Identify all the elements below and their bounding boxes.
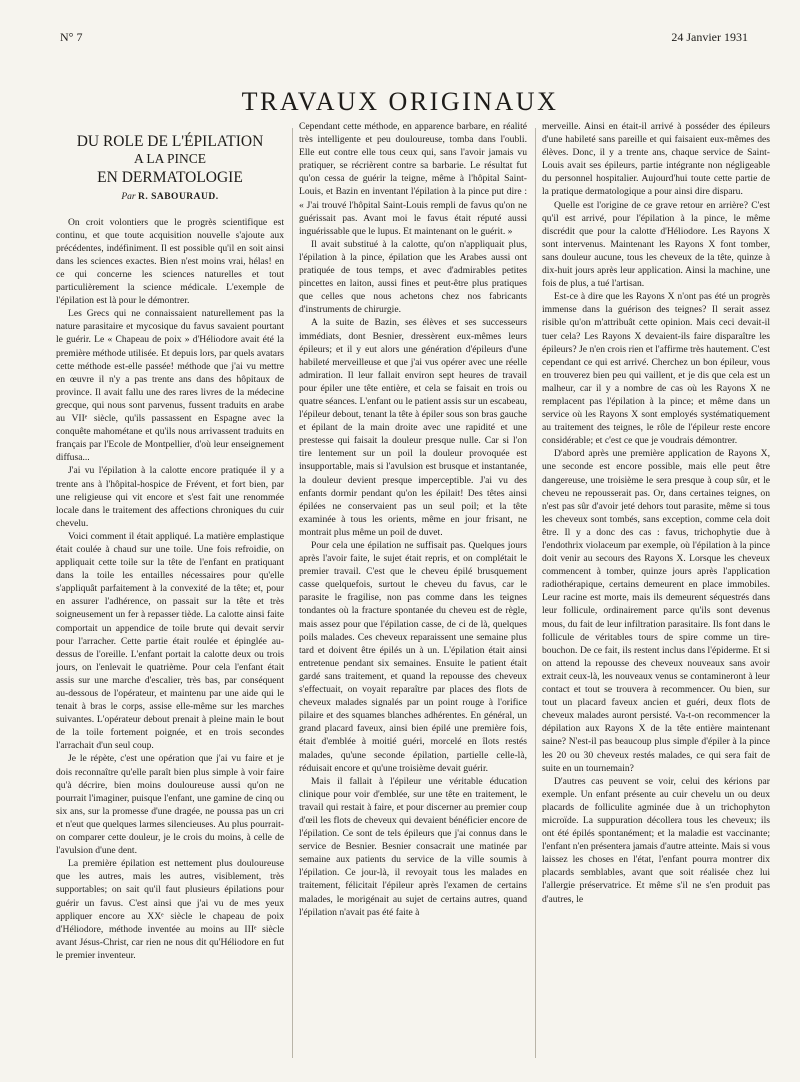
paragraph: Il avait substitué à la calotte, qu'on n'appliquait plus, l'épilation à la pince, épilation que les Arabes aussi ont pratiquée de tous temps, et avec d'admirables petites pincettes en laiton, aussi fines et peut-être plus pratiques que celles que nous achetons chez nos fabricants d'instruments de chirurgie.	[299, 238, 527, 316]
paragraph: Quelle est l'origine de ce grave retour en arrière? C'est qu'il est arrivé, pour l'épilation à la pince, le même discrédit que pour la calotte d'Héliodore. Les Rayons X sont intervenus. Maintenant les Rayons X font tomber, sans douleur aucune, tous les cheveux de la tête, quinze à dix-huit jours après leur application. Ainsi la machine, une fois de plus, a tué l'artisan.	[542, 199, 770, 290]
paragraph: Cependant cette méthode, en apparence barbare, en réalité très intelligente et peu douloureuse, tomba dans l'oubli. Elle eut contre elle tous ceux qui, sans l'avoir jamais vu pratiquer, se récrièrent contre sa barbarie. Le résultat fut qu'on cessa de guérir la teigne, même à l'hôpital Saint-Louis, et Bazin en inventant l'épilation à la pince put dire : « J'ai trouvé l'hôpital Saint-Louis rempli de favus qu'on ne guérissait pas. Avant moi le favus était réputé aussi inguérissable que le lupus. Et maintenant on le guérit. »	[299, 121, 527, 237]
column-rule	[292, 128, 293, 1058]
paragraph: D'abord après une première application de Rayons X, une seconde est encore possible, mais elle peut être dangereuse, une troisième le sera presque à coup sûr, et le cheveu ne repousserait pas. Or, dans certaines teignes, on n'est pas sûr d'avoir jeté dehors tout parasite, même si tous les cheveux sont tombés, sans exception, comme cela doit être. Il y a donc des cas : favus, trichophytie due à l'endothrix violaceum par exemple, où l'épilation à la pince doit venir au secours des Rayons X. Lorsque les cheveux commencent à tomber, quinze jours après l'application radiothérapique, certains demeurent en place immobiles. Leur racine est morte, mais ils demeurent séquestrés dans leur follicule, ordinairement parce qu'ils sont devenus mous, du fait de leur infiltration parasitaire. Ils font dans le follicule de véritables tours de spire comme un tire-bouchon. De ce fait, ils restent inclus dans l'épiderme. Et si on attend la repousse des cheveux nouveaux sans avoir extrait ceux-là, les nouveaux venus se contamineront à leur contact et tout se trouvera à recommencer. Ou bien, sur tout un placard faveux ancien et guéri, deux flots de cheveux malades auront persisté. Va-t-on recommencer la dépilation aux Rayons X de la tête entière maintenant saine? N'est-il pas beaucoup plus simple d'épiler à la pince les 20 ou 30 cheveux restés malades, ce qui sera fait de suite en un tournemain?	[542, 448, 770, 774]
paragraph: merveille. Ainsi en était-il arrivé à posséder des épileurs d'une habileté sans pareille et qui faisaient eux-mêmes des élèves. Donc, il y a trente ans, chaque service de Saint-Louis avait ses épileurs, partie intégrante non négligeable du personnel hospitalier. Aujourd'hui toute cette partie de la pratique dermatologique a pour ainsi dire disparu.	[542, 121, 770, 198]
paragraph: Les Grecs qui ne connaissaient naturellement pas la nature parasitaire et mycosique du favus savaient pourtant le guérir. Le « Chapeau de poix » d'Héliodore avait été la première méthode utilisée. Et depuis lors, par quels avatars cette méthode est-elle passée! méthode que j'ai vu mettre en œuvre il n'y a pas trente ans dans des hôpitaux de province. Il avait fallu une des rares livres de la médecine grecque, qui nous sont parvenus, fussent traduits en arabe au VIIᵉ siècle, qu'ils passassent en Espagne avec la conquête mahométane et qu'ils nous arrivassent traduits en français par l'Ecole de Montpellier, d'où leur enseignement diffusa...	[56, 308, 284, 464]
article-title: DU ROLE DE L'ÉPILATION	[76, 133, 264, 150]
paragraph: D'autres cas peuvent se voir, celui des kérions par exemple. Un enfant présente au cuir chevelu un ou deux placards de folliculite agminée due à un trichophyton microïde. La suppuration décollera tous les cheveux; ils ont été épilés spontanément; et la maladie est vaccinante; l'enfant n'en présentera jamais d'autre atteinte. Mais si vous laissez les choses en l'état, l'enfant pourra montrer dix placards semblables, avant que soit réalisée chez lui l'allergie préservatrice. Et même s'il ne s'en produit pas d'autres, le	[542, 775, 770, 905]
paragraph: Est-ce à dire que les Rayons X n'ont pas été un progrès immense dans la guérison des teignes? Il serait assez risible qu'on m'attribuât cette opinion. Mais ceci devait-il tuer cela? Les Rayons X devaient-ils faire disparaître les épileurs? Je n'en crois rien et l'affirme très hautement. C'est cependant ce qui est arrivé. Cherchez un bon épileur, vous en trouverez bien peu qui vaillent, et je dis que cela est un malheur, car il y a nombre de cas où les Rayons X ne remplacent pas l'épilation à la pince; et même dans un service où les Rayons X sont employés systématiquement au traitement des teignes, le rôle de l'épileur reste encore considérable; et c'est ce que je voudrais démontrer.	[542, 291, 770, 447]
article-columns	[56, 120, 770, 1070]
paragraph: Pour cela une épilation ne suffisait pas. Quelques jours après l'avoir faite, le sujet était repris, et on complétait le premier travail. C'est que le cheveu épilé brusquement casse quelquefois, surtout le cheveu du favus, car le parasite le fragilise, non pas comme dans les teignes tondantes où la fracture spontanée du cheveu est de règle, mais assez pour que l'épilation casse, de ci de là, quelques poils malades. Ces cheveux reparaissent une semaine plus tard et doivent être épilés un à un. L'épilation était ainsi entretenue pendant six semaines. Ensuite le patient était gardé sans traitement, et quand la repousse des cheveux s'effectuait, on voyait reparaître par places des flots de cheveux malades signalés par un point rouge à l'orifice pilaire et des squames blanches adhérentes. En général, un grand placard faveux, ainsi bien épilé une première fois, était d'emblée à moitié guéri, morcelé en îlots restés malades, qu'une seconde épilation, partielle celle-là, réduisait encore et qu'une troisième devait guérir.	[299, 540, 527, 774]
column-3	[542, 120, 770, 1070]
paragraph: J'ai vu l'épilation à la calotte encore pratiquée il y a trente ans à l'hôpital-hospice de Frévent, et fort bien, par une religieuse qui vit encore et s'est fait une renommée locale dans le traitement des affections chroniques du cuir chevelu.	[56, 465, 284, 529]
issue-date: 24 Janvier 1931	[671, 30, 748, 44]
paragraph: Mais il fallait à l'épileur une véritable éducation clinique pour voir d'emblée, sur une tête en traitement, le travail qui restait à faire, et pour discerner au premier coup d'œil les flots de cheveux qui devaient bénéficier encore de l'épilation. Ce sont de tels épileurs que j'ai connus dans le service de Besnier. Besnier consacrait une matinée par semaine aux patients du service de la ville soumis à l'épilation. Ce jour-là, il revoyait tous les malades en traitement, félicitait l'épileur après l'examen de certains malades, le morigénait au sujet de certains autres, quand l'épilation n'avait pas été faite à	[299, 775, 527, 918]
paragraph: On croit volontiers que le progrès scientifique est continu, et que toute acquisition nouvelle s'ajoute aux précédentes, indéfiniment. Il est possible qu'il en soit ainsi dans les sciences exactes. Bien n'est moins vrai, hélas! en ce qui concerne les sciences naturelles et tout particulièrement la science médicale. L'exemple de l'épilation est là pour le démontrer.	[56, 216, 284, 307]
author-name: R. SABOURAUD.	[137, 191, 219, 202]
paragraph: Je le répète, c'est une opération que j'ai vu faire et je dois reconnaître qu'elle paraît bien plus simple à voir faire qu'à décrire, bien moins douloureuse aussi qu'on ne pourrait l'imaginer, puisque l'enfant, une gamine de cinq ou six ans, sur la promesse d'une dragée, ne poussa pas un cri et n'eut que quelques larmes silencieuses. Au plus pourrait-on comparer cette douleur, je le crois du moins, à celle de l'avulsion d'une dent.	[56, 753, 284, 857]
article-title-line-2: A LA PINCE	[133, 151, 206, 167]
paragraph: La première épilation est nettement plus douloureuse que les autres, mais les autres, visiblement, très supportables; on sait qu'il faut plusieurs épilations pour guérir un favus. C'est ainsi que j'ai vu de mes yeux appliquer encore au XXᵉ siècle le chapeau de poix d'Héliodore, méthode inventée au moins au IIIᵉ siècle avant Jésus-Christ, car rien ne nous dit qu'Héliodore en fut le premier inventeur.	[56, 858, 284, 961]
section-title: TRAVAUX ORIGINAUX	[241, 87, 559, 117]
article-title-line-3: EN DERMATOLOGIE	[97, 169, 243, 187]
running-header	[60, 30, 748, 50]
column-rule	[535, 128, 536, 1058]
column-2	[299, 120, 527, 1070]
paragraph: A la suite de Bazin, ses élèves et ses successeurs immédiats, dont Besnier, dressèrent eux-mêmes leurs épileurs; et il y eut alors une génération d'épileurs d'une habileté merveilleuse et que j'ai vus opérer avec une réelle admiration. Il leur fallait environ sept heures de travail pour épiler une tête entière, et cela se faisait en trois ou quatre séances. L'enfant ou le patient assis sur un escabeau, l'épileur debout, tenant la tête à épiler sous son bras gauche et épilant de la main droite avec une rapidité et une prestesse qui faisait la douleur presque nulle. Car si l'on tire lentement sur un poil la douleur provoquée est insupportable, mais si l'avulsion est brusque et instantanée, la douleur devient presque imperceptible. J'ai vu des enfants dormir pendant qu'on les épilait! Des têtes ainsi épilées ne conservaient pas un seul poil; et la tête examinée à tous les orients, même en jour frisant, ne montrait plus même un poil de duvet.	[299, 317, 527, 538]
byline-prefix: Par	[121, 191, 136, 202]
paragraph: Voici comment il était appliqué. La matière emplastique était coulée à chaud sur une toile. Une fois refroidie, on appliquait cette toile sur la tête de l'enfant en pratiquant dans la toile les entailles nécessaires pour qu'elle s'appliquât parfaitement à la convexité de la tête; et, pour en assurer l'adhérence, on passait sur la tête et très soigneusement un fer à repasser tiède. La calotte ainsi faite comportait un appendice de toile brute qui devait servir pour l'arracher. Cette partie était roulée et épinglée au-dessus de l'oreille. L'enfant portait la calotte deux ou trois jours, on l'enlevait le quatrième. Pour cela l'enfant était assis sur une marche d'escalier, très bas, par conséquent au-dessous de l'opérateur, et maintenu par une aide qui le tenait à bras le corps, assise elle-même sur les marches suivantes. L'opérateur debout prenait à pleine main le bout de la toile fortement poignée, et en trois secondes l'arrachait d'un seul coup.	[56, 530, 284, 752]
issue-number: N° 7	[60, 30, 83, 44]
column-1	[56, 120, 284, 1070]
byline	[56, 192, 284, 202]
